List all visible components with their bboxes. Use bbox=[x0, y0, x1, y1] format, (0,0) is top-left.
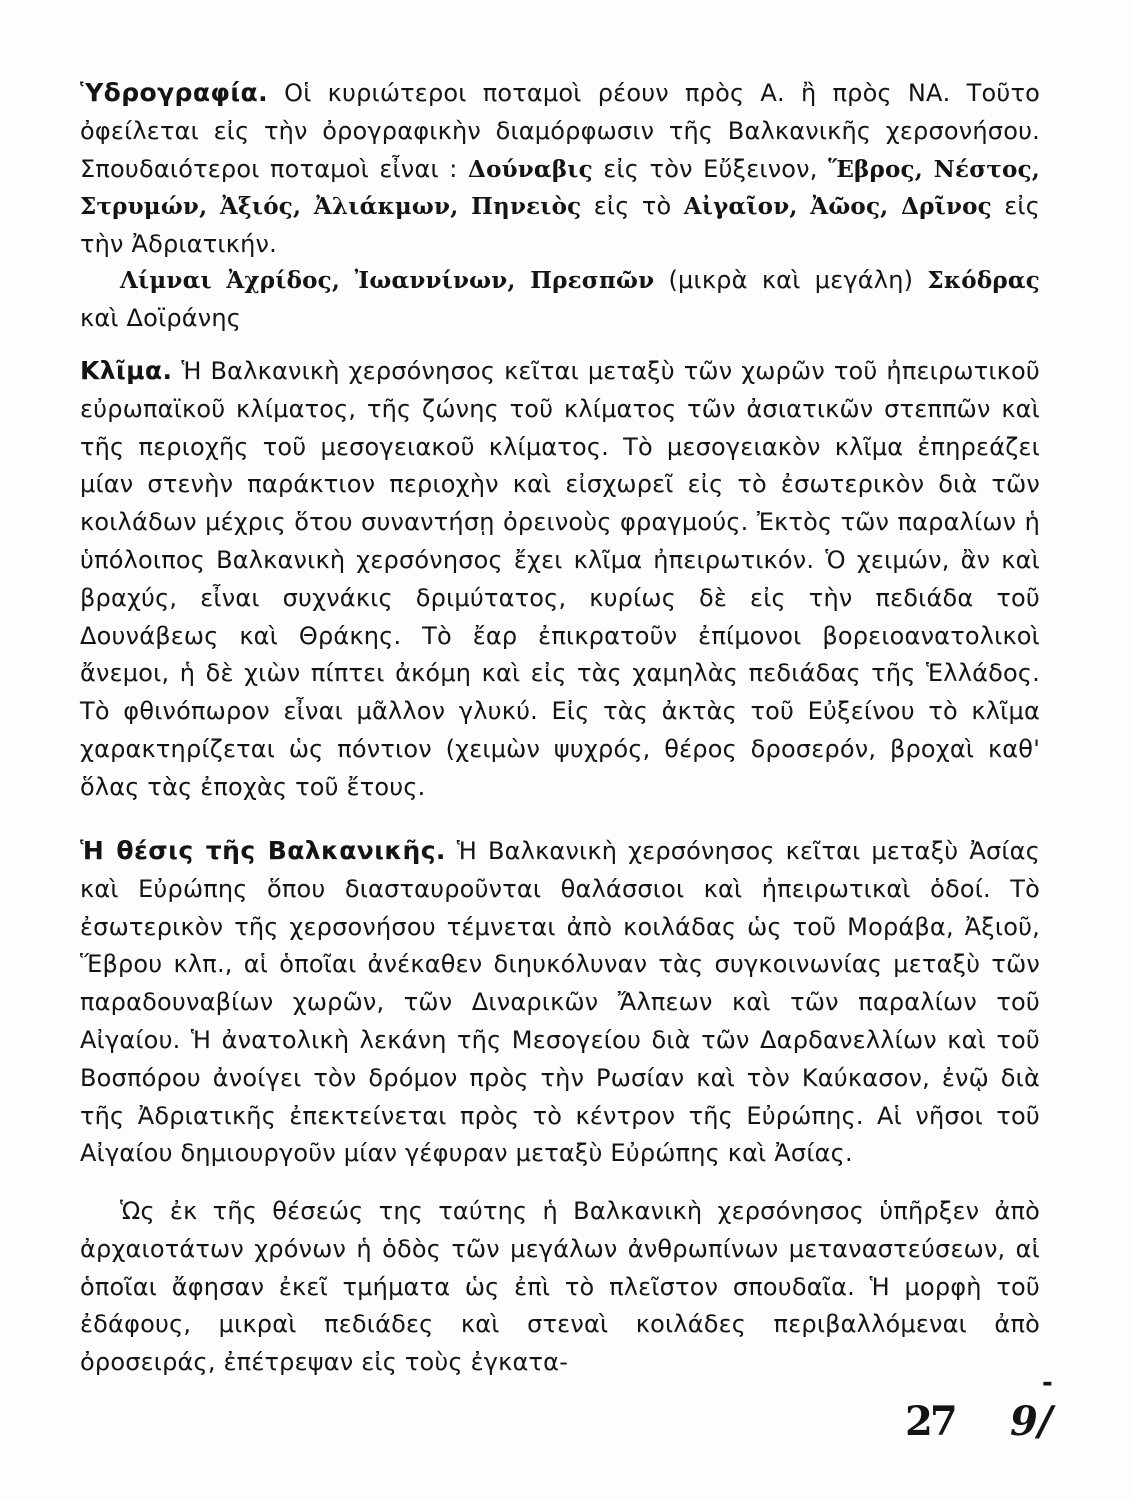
hydrography-text-1: Οἱ κυριώτεροι ποταμοὶ ρέουν πρὸς Α. ἢ πρὸς ΝΑ. Τοῦτο ὀφείλεται εἰς τὴν ὀρογραφικὴν διαμόρφωσιν τῆς Βαλκανικῆς χερσονήσου. Σπουδαιότεροι ποταμοὶ εἶναι : bbox=[80, 79, 1040, 183]
hydrography-text-2: εἰς τὸν Εὔξεινον, bbox=[592, 154, 829, 183]
climate-heading: Κλῖμα. bbox=[80, 356, 173, 385]
migrations-text: Ὡς ἐκ τῆς θέσεώς της ταύτης ἡ Βαλκανικὴ χερσόνησος ὑπῆρξεν ἀπὸ ἀρχαιοτάτων χρόνων ἡ ὁδὸς τῶν μεγάλων ἀνθρωπίνων μεταναστεύσεων, αἱ ὁποῖαι ἄφησαν ἐκεῖ τμήματα ὡς ἐπὶ τὸ πλεῖστον σπουδαῖα. Ἡ μορφὴ τοῦ ἐδάφους, μικραὶ πεδιάδες καὶ στεναὶ κοιλάδες περιβαλλόμεναι ἀπὸ ὀροσειράς, ἐπέτρεψαν εἰς τοὺς ἐγκατα- bbox=[80, 1197, 1040, 1377]
hydrography-rivers-aegean: Ἕβρος, Νέστος, Στρυμών, Ἀξιός, Ἀλιάκμων, Πηνειὸς bbox=[80, 155, 1041, 221]
position-paragraph bbox=[80, 832, 1040, 1173]
handwritten-mark: 9/ bbox=[1010, 1398, 1053, 1445]
migrations-paragraph bbox=[80, 1193, 1040, 1382]
lakes-text-2: καὶ Δοϊράνης bbox=[80, 303, 242, 332]
lakes-text-1: (μικρὰ καὶ μεγάλη) bbox=[654, 266, 928, 294]
climate-paragraph bbox=[80, 352, 1040, 807]
position-heading: Ἡ θέσις τῆς Βαλκανικῆς. bbox=[80, 836, 446, 865]
continuation-mark: - bbox=[1042, 1368, 1053, 1398]
hydrography-heading: Ὑδρογραφία. bbox=[80, 78, 268, 107]
hydrography-text-4: εἰς τὴν Ἀδριατικήν. bbox=[80, 192, 1040, 259]
page-number: 27 bbox=[905, 1398, 955, 1445]
lakes-paragraph bbox=[80, 262, 1040, 338]
hydrography-river-danube: Δούναβις bbox=[468, 155, 593, 183]
hydrography-paragraph bbox=[80, 74, 1040, 264]
lakes-names: Λίμναι Ἀχρίδος, Ἰωαννίνων, Πρεσπῶν bbox=[120, 267, 655, 294]
lakes-scutari: Σκόδρας bbox=[927, 267, 1040, 294]
position-text: Ἡ Βαλκανικὴ χερσόνησος κεῖται μεταξὺ Ἀσίας καὶ Εὐρώπης ὅπου διασταυροῦνται θαλάσσιοι καὶ ἠπειρωτικαὶ ὁδοί. Τὸ ἐσωτερικὸν τῆς χερσονήσου τέμνεται ἀπὸ κοιλάδας ὡς τοῦ Μοράβα, Ἀξιοῦ, Ἕβρου κλπ., αἱ ὁποῖαι ἀνέκαθεν διηυκόλυναν τὰς συγκοινωνίας μεταξὺ τῶν παραδουναβίων χωρῶν, τῶν Διναρικῶν Ἄλπεων καὶ τῶν παραλίων τοῦ Αἰγαίου. Ἡ ἀνατολικὴ λεκάνη τῆς Μεσογείου διὰ τῶν Δαρδανελλίων καὶ τοῦ Βοσπόρου ἀνοίγει τὸν δρόμον πρὸς τὴν Ρωσίαν καὶ τὸν Καύκασον, ἐνῷ διὰ τῆς Ἀδριατικῆς ἐπεκτείνεται πρὸς τὸ κέντρον τῆς Εὐρώπης. Αἱ νῆσοι τοῦ Αἰγαίου δημιουργοῦν μίαν γέφυραν μεταξὺ Εὐρώπης καὶ Ἀσίας. bbox=[80, 837, 1040, 1168]
hydrography-rivers-adriatic: Αἰγαῖον, Ἀῶος, Δρῖνος bbox=[683, 193, 992, 221]
climate-text: Ἡ Βαλκανικὴ χερσόνησος κεῖται μεταξὺ τῶν χωρῶν τοῦ ἠπειρωτικοῦ εὐρωπαϊκοῦ κλίματος, τῆς ζώνης τοῦ κλίματος τῶν ἀσιατικῶν στεππῶν καὶ τῆς περιοχῆς τοῦ μεσογειακοῦ κλίματος. Τὸ μεσογειακὸν κλῖμα ἐπηρεάζει μίαν στενὴν παράκτιον περιοχὴν καὶ εἰσχωρεῖ εἰς τὸ ἐσωτερικὸν διὰ τῶν κοιλάδων μέχρις ὅτου συναντήσῃ ὀρεινοὺς φραγμούς. Ἐκτὸς τῶν παραλίων ἡ ὑπόλοιπος Βαλκανικὴ χερσόνησος ἔχει κλῖμα ἠπειρωτικόν. Ὁ χειμών, ἂν καὶ βραχύς, εἶναι συχνάκις δριμύτατος, κυρίως δὲ εἰς τὴν πεδιάδα τοῦ Δουνάβεως καὶ Θράκης. Τὸ ἔαρ ἐπικρατοῦν ἐπίμονοι βορειοανατολικοὶ ἄνεμοι, ἡ δὲ χιὼν πίπτει ἀκόμη καὶ εἰς τὰς χαμηλὰς πεδιάδας τῆς Ἑλλάδος. Τὸ φθινόπωρον εἶναι μᾶλλον γλυκύ. Εἰς τὰς ἀκτὰς τοῦ Εὐξείνου τὸ κλῖμα χαρακτηρίζεται ὡς πόντιον (χειμὼν ψυχρός, θέρος δροσερόν, βροχαὶ καθ' ὅλας τὰς ἐποχὰς τοῦ ἔτους. bbox=[80, 357, 1040, 801]
hydrography-text-3: εἰς τὸ bbox=[581, 192, 684, 221]
